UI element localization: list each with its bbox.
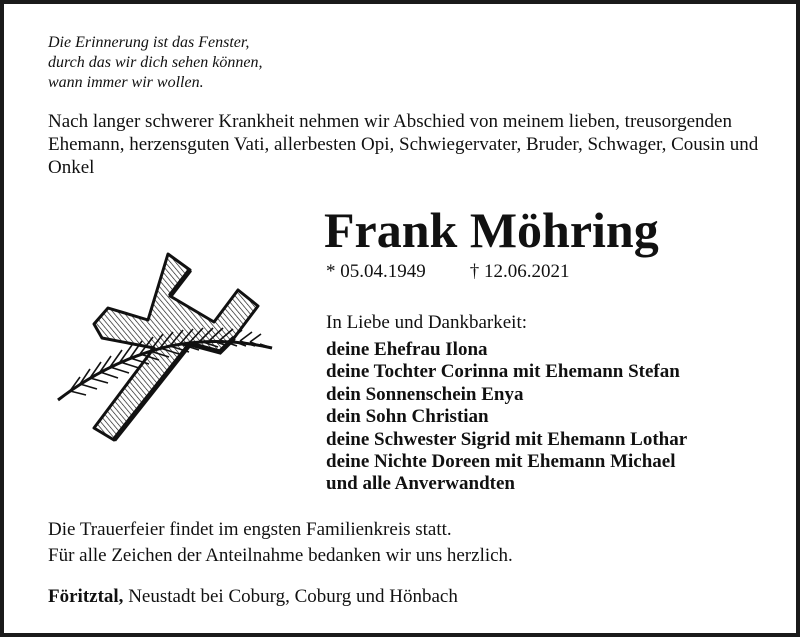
intro-text: Nach langer schwerer Krankheit nehmen wir Abschied von meinem lieben, treusorgenden Ehemann, herzensguten Vati, allerbesten Opi, Schwiegervater, Bruder, Schwager, Cousin und Onkel [48,111,759,178]
mourner-line: deine Nichte Doreen mit Ehemann Michael [326,451,676,473]
motto-quote [48,33,262,93]
mourner-line: und alle Anverwandten [326,473,515,495]
funeral-notice [48,517,513,569]
places-line [48,584,458,610]
mourner-line: dein Sohn Christian [326,406,489,428]
cross-with-palm-frond-icon [50,250,282,450]
motto-line: wann immer wir wollen. [48,74,204,91]
other-places: Neustadt bei Coburg, Coburg und Hönbach [123,586,458,607]
notice-line: Die Trauerfeier findet im engsten Familienkreis statt. [48,519,452,540]
motto-line: Die Erinnerung ist das Fenster, [48,34,250,51]
life-dates [326,260,570,284]
birth-date: * 05.04.1949 [326,261,426,282]
death-date: † 12.06.2021 [469,261,570,282]
mourner-line: deine Ehefrau Ilona [326,339,488,360]
mourner-line: deine Schwester Sigrid mit Ehemann Lothar [326,428,688,450]
deceased-name: Frank Möhring [324,202,659,258]
primary-place: Föritztal, [48,586,124,607]
motto-line: durch das wir dich sehen können, [48,54,263,71]
thanks-line: In Liebe und Dankbarkeit: [326,312,528,333]
notice-line: Für alle Zeichen der Anteilnahme bedanken wir uns herzlich. [48,545,513,566]
mourner-line: dein Sonnenschein Enya [326,383,524,405]
mourners-list [326,339,687,496]
mourner-line: deine Tochter Corinna mit Ehemann Stefan [326,361,680,383]
